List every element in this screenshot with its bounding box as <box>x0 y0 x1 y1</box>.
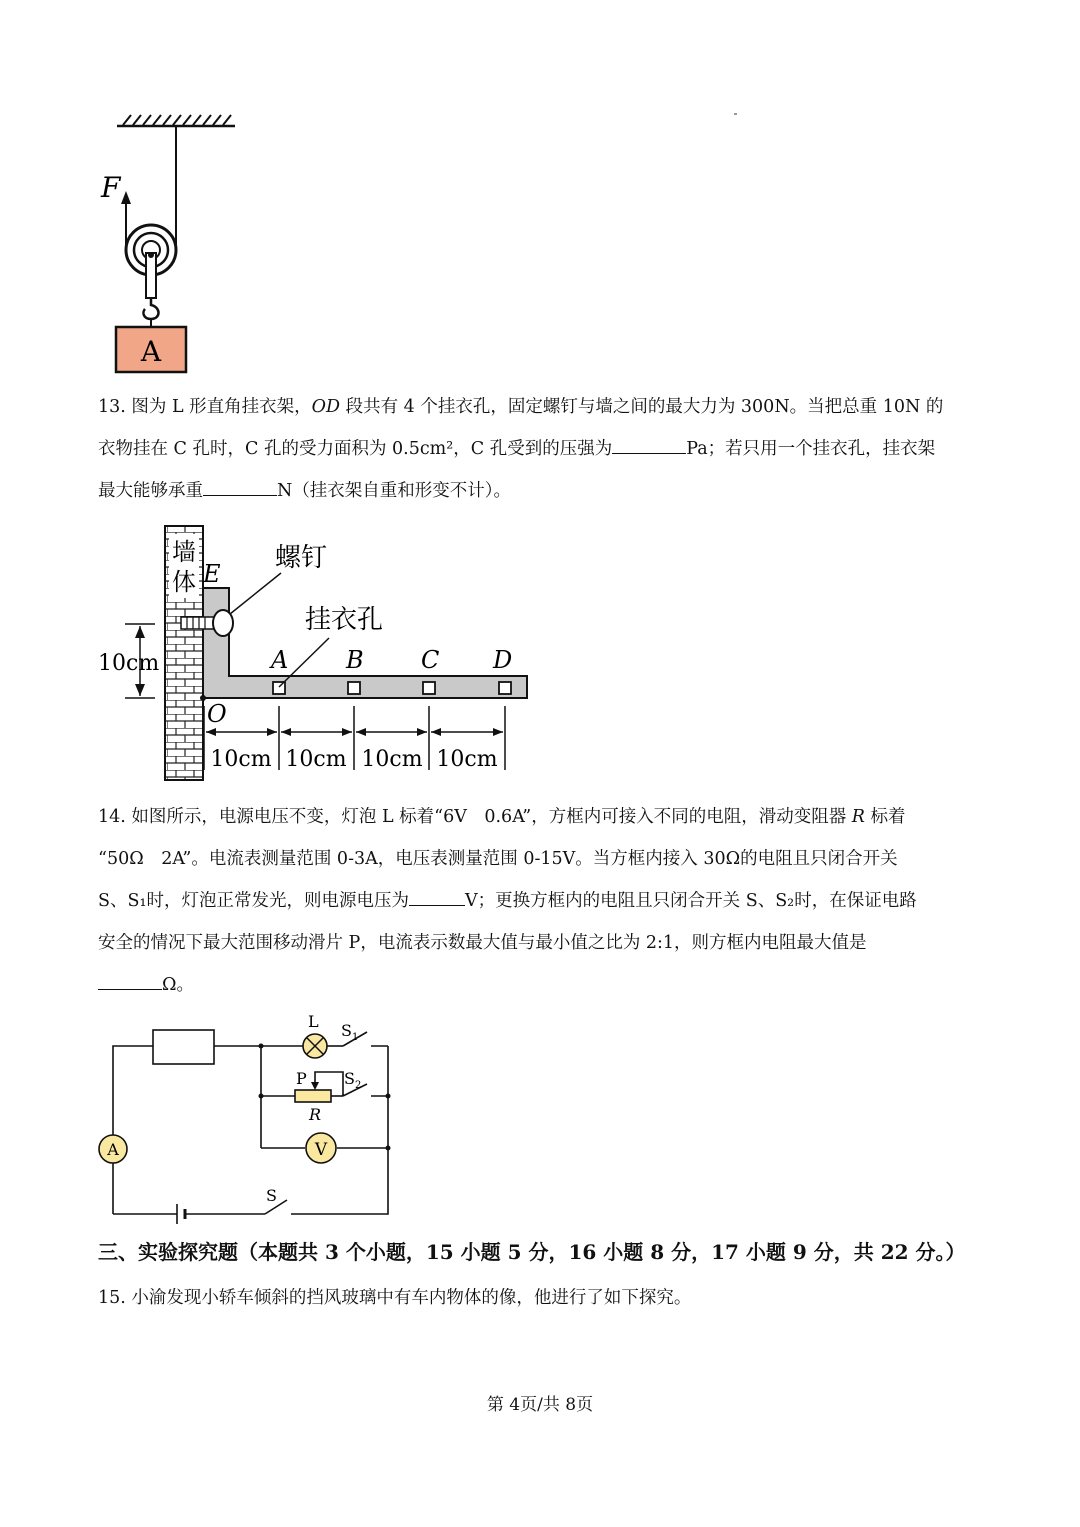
screw-label: 螺钉 <box>275 543 328 573</box>
s1-label: $S_1$ <box>341 1021 359 1043</box>
q14-line-2: “50Ω 2A”。电流表测量范围 0-3A，电压表测量范围 0-15V。当方框内接入 30Ω的电阻且只闭合开关 <box>98 849 898 869</box>
point-D: D <box>493 646 513 674</box>
question-15: 15. 小渝发现小轿车倾斜的挡风玻璃中有车内物体的像，他进行了如下探究。 <box>98 1288 692 1308</box>
hanger-figure <box>95 518 535 786</box>
holes-label: 挂衣孔 <box>305 605 384 635</box>
q13-line-3: 最大能够承重 N（挂衣架自重和形变不计）。 <box>98 470 988 512</box>
answer-blank[interactable] <box>612 433 686 454</box>
label-E: E <box>203 560 221 588</box>
s-label: S <box>266 1186 277 1205</box>
question-14 <box>98 796 988 1006</box>
page-footer: 第 4页/共 8页 <box>486 1395 594 1415</box>
answer-blank[interactable] <box>203 475 277 496</box>
point-O: O <box>207 700 227 728</box>
point-A: A <box>271 646 289 674</box>
question-13 <box>98 386 988 512</box>
span-2: 10cm <box>285 747 347 772</box>
point-C: C <box>421 646 440 674</box>
answer-blank[interactable] <box>98 969 162 990</box>
q14-line-5: Ω。 <box>98 964 988 1006</box>
q13-line-1: 13. 图为 L 形直角挂衣架，OD 段共有 4 个挂衣孔，固定螺钉与墙之间的最大力为 300N。当把总重 10N 的 <box>98 397 944 417</box>
point-B: B <box>346 646 364 674</box>
pulley-figure <box>95 105 255 380</box>
voltmeter-label: V <box>314 1140 328 1160</box>
wall-label-bottom: 体 <box>172 568 196 596</box>
q13-line-2: 衣物挂在 C 孔时，C 孔的受力面积为 0.5cm²，C 孔受到的压强为 Pa；若只用一个挂衣孔，挂衣架 <box>98 428 988 470</box>
span-3: 10cm <box>361 747 423 772</box>
section-3-heading: 三、实验探究题（本题共 3 个小题，15 小题 5 分，16 小题 8 分，17 小题 9 分，共 22 分。） <box>98 1240 966 1264</box>
height-label: 10cm <box>98 651 160 676</box>
s2-label: $S_2$ <box>344 1069 362 1091</box>
wall-label-top: 墙 <box>172 538 196 566</box>
span-1: 10cm <box>210 747 272 772</box>
span-4: 10cm <box>436 747 498 772</box>
p-label: P <box>296 1069 307 1088</box>
r-label: R <box>309 1105 322 1124</box>
block-label: A <box>140 335 162 368</box>
lamp-label: L <box>308 1012 319 1031</box>
q14-line-1: 14. 如图所示，电源电压不变，灯泡 L 标着“6V 0.6A”，方框内可接入不同的电阻，滑动变阻器 R 标着 <box>98 807 906 827</box>
circuit-figure <box>95 1010 405 1225</box>
q14-line-3: S、S₁时，灯泡正常发光，则电源电压为 V；更换方框内的电阻且只闭合开关 S、S₂时，在保证电路 <box>98 880 988 922</box>
force-label: F <box>101 171 121 204</box>
speck <box>734 113 737 115</box>
q14-line-4: 安全的情况下最大范围移动滑片 P，电流表示数最大值与最小值之比为 2:1，则方框内电阻最大值是 <box>98 933 867 953</box>
ammeter-label: A <box>107 1140 119 1159</box>
answer-blank[interactable] <box>409 885 465 906</box>
